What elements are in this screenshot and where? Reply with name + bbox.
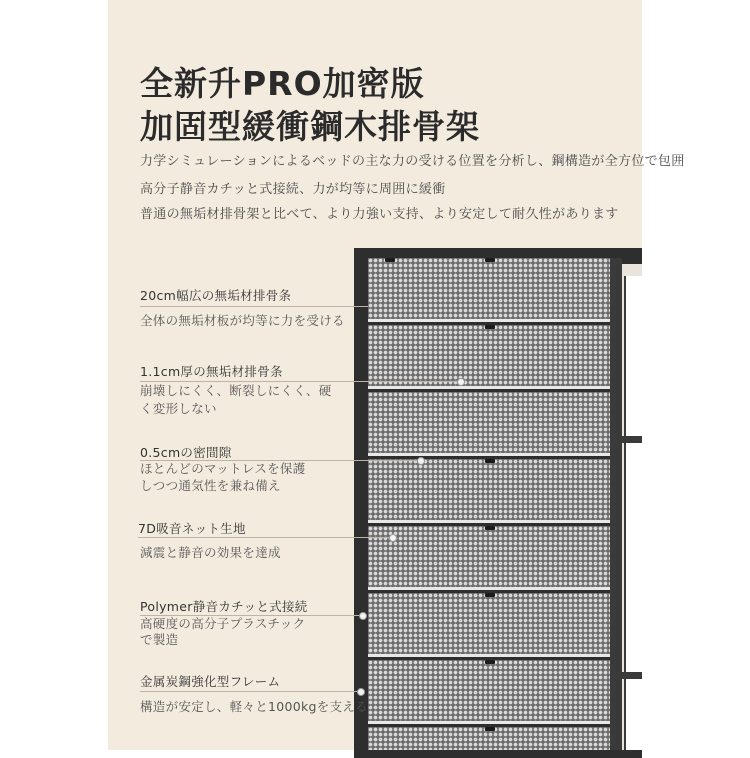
- description-line-1: 力学シミュレーションによるベッドの主な力の受ける位置を分析し、鋼構造が全方位で包囲: [140, 154, 685, 169]
- slat: [368, 526, 610, 590]
- callout-detail-connector-1: 高硬度の高分子プラスチック: [140, 616, 306, 631]
- callout-detail-connector-2: で製造: [140, 632, 179, 647]
- callout-detail-gap-1: ほとんどのマットレスを保護: [140, 461, 306, 476]
- frame-rail: [610, 258, 622, 750]
- callout-dot: [357, 688, 365, 696]
- callout-label-frame: 金属炭鋼強化型フレーム: [140, 674, 281, 689]
- slat: [368, 459, 610, 523]
- connector-clip: [485, 526, 495, 530]
- description-line-3: 普通の無垢材排骨架と比べて、より力強い支持、より安定して耐久性があります: [140, 207, 619, 222]
- description-line-2: 高分子静音カチッと式接続、力が均等に周囲に緩衝: [140, 182, 446, 197]
- headline-line-1: 全新升PRO加密版: [140, 64, 425, 103]
- callout-detail-frame: 構造が安定し、軽々と1000kgを支える: [140, 699, 368, 714]
- callout-leader-line: [138, 537, 391, 538]
- connector-clip: [485, 593, 495, 597]
- callout-detail-fabric: 減震と静音の効果を達成: [140, 545, 281, 560]
- crossbar: [622, 672, 642, 679]
- slat: [368, 593, 610, 657]
- slat-area: [368, 258, 610, 750]
- callout-detail-slat-thickness-2: く変形しない: [140, 401, 217, 416]
- slat: [368, 660, 610, 724]
- callout-detail-slat-thickness-1: 崩壊しにくく、断裂しにくく、硬: [140, 383, 332, 398]
- connector-clip: [485, 727, 495, 731]
- headline-line-2: 加固型緩衝鋼木排骨架: [140, 107, 480, 146]
- callout-detail-slat-width: 全体の無垢材板が均等に力を受ける: [140, 313, 345, 328]
- slat: [368, 258, 610, 322]
- callout-detail-gap-2: しつつ通気性を兼ね備え: [140, 478, 281, 493]
- callout-dot: [417, 457, 425, 465]
- callout-label-gap: 0.5cmの密間隙: [140, 445, 232, 460]
- callout-dot: [457, 378, 465, 386]
- callout-label-slat-width: 20cm幅広の無垢材排骨条: [140, 288, 292, 303]
- connector-clip: [485, 258, 495, 262]
- connector-clip: [485, 325, 495, 329]
- slat: [368, 325, 610, 389]
- callout-label-fabric: 7D吸音ネット生地: [138, 521, 246, 536]
- callout-label-slat-thickness: 1.1cm厚の無垢材排骨条: [140, 364, 283, 379]
- connector-clip: [385, 258, 395, 262]
- callout-dot: [359, 612, 367, 620]
- connector-clip: [485, 660, 495, 664]
- callout-dot: [389, 534, 397, 542]
- crossbar: [622, 436, 642, 443]
- slat: [368, 392, 610, 456]
- callout-leader-line: [140, 306, 368, 307]
- connector-clip: [485, 459, 495, 463]
- callout-leader-line: [140, 691, 360, 692]
- callout-label-connector: Polymer静音カチッと式接続: [140, 599, 308, 614]
